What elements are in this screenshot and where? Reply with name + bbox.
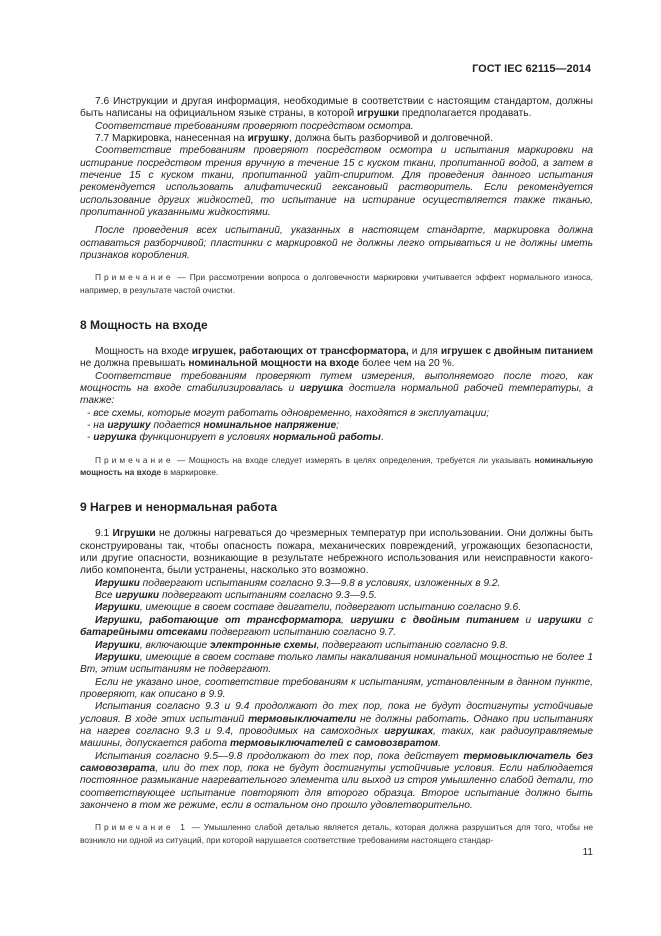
paragraph [80, 590, 593, 602]
emphasized-term: термовыключатель без самовозврата [80, 750, 594, 774]
emphasized-term: электронные схемы [210, 639, 317, 651]
page-number: 11 [582, 847, 593, 858]
emphasized-term: игрушки [357, 108, 400, 120]
emphasized-term: Игрушки [112, 528, 156, 540]
text-run: Если не указано иное, соответствие требованиям к испытаниям, установленным в данном пункте, проверяют, как описано в 9.9. [80, 676, 593, 700]
text-run: , имеющие в своем составе только лампы накаливания номинальной мощностью не более 1 Вт, этим испытаниям не подвергают. [80, 651, 593, 676]
text-run: , таких, как радиоуправляемые машины, допускается работа [80, 725, 593, 750]
text-run: — Мощность на входе следует измерять в целях определения, требуется ли указывать [173, 454, 535, 465]
paragraph [80, 528, 593, 577]
text-run: . [438, 738, 441, 750]
text-run: с [581, 614, 593, 626]
text-run: более чем на 20 %. [359, 358, 455, 370]
section-heading: 8 Мощность на входе [80, 318, 208, 333]
emphasized-term: игрушки с двойным питанием [350, 614, 519, 626]
text-run: — При рассмотрении вопроса о долговечности маркировки учитывается эффект нормального износа, например, в результате частой очистки. [80, 272, 593, 295]
text-run: Мощность на входе [95, 346, 192, 358]
note-label: Примечание [95, 454, 174, 465]
text-run: и для [408, 346, 441, 358]
emphasized-term: Игрушки [95, 639, 140, 651]
note-label: Примечание 1 [95, 822, 188, 833]
emphasized-term: игрушки [537, 614, 582, 626]
emphasized-term: игрушку [247, 133, 290, 145]
paragraph [80, 225, 593, 262]
text-run: - [87, 432, 94, 444]
text-run: Соответствие требованиям проверяют путем измерения, выполняемого после того, как мощность на входе стабилизировалась и [80, 370, 593, 395]
text-run: не должны работать. Однако при испытаниях на нагрев согласно 9.3 и 9.4, проводимых на самоходных [80, 713, 593, 737]
text-run: - на [87, 420, 108, 432]
text-run: подвергают испытанию согласно 9.7. [207, 627, 397, 639]
emphasized-term: номинальной мощности на входе [188, 358, 360, 370]
text-run: , должна быть разборчивой и долговечной. [289, 133, 493, 145]
text-run: - все схемы, которые могут работать одновременно, находятся в эксплуатации; [87, 407, 490, 419]
document-header-id: ГОСТ IEC 62115—2014 [472, 63, 591, 75]
list-item [80, 420, 593, 432]
text-run: 9.1 [95, 528, 113, 540]
text-run: функционирует в условиях [136, 432, 273, 444]
text-run: и [519, 614, 538, 626]
paragraph [80, 121, 593, 133]
text-run: подвергают испытаниям согласно 9.3—9.5. [159, 590, 377, 602]
emphasized-term: термовыключателей с самовозвратом [230, 738, 439, 750]
emphasized-term: номинальное напряжение [203, 420, 337, 432]
emphasized-term: Игрушки, работающие от трансформатора [95, 614, 341, 626]
text-run: Все [95, 590, 116, 602]
emphasized-term: игрушку [107, 420, 151, 432]
text-run: Соответствие требованиям проверяют посредством осмотра и испытания маркировки на истирание посредством трения вручную в течение 15 с куском ткани, пропитанной водой, а затем в течение 15 с куском ткани, пропитанной уайт-спиритом. Для проведения данного испытания рекомендуется использовать алифатический гексановый растворитель. Если рекомендуется использование других жидкостей, то испытание на истирание осуществляется также тканью, пропитанной указанными жидкостями. [80, 145, 593, 219]
emphasized-term: игрушек с двойным питанием [440, 346, 594, 358]
paragraph [80, 701, 593, 750]
text-run: 7.7 Маркировка, нанесенная на [95, 133, 248, 145]
text-run: достигла нормальной рабочей температуры, а также: [80, 383, 593, 407]
emphasized-term: номинальную мощность на входе [80, 454, 593, 478]
text-run: Испытания согласно 9.5—9.8 продолжают до тех пор, пока действует [95, 750, 464, 762]
emphasized-term: батарейными отсеками [80, 627, 208, 639]
paragraph [80, 133, 593, 145]
section-heading: 9 Нагрев и ненормальная работа [80, 500, 278, 515]
emphasized-term: Игрушки [95, 651, 140, 663]
emphasized-term: Игрушки [95, 602, 140, 614]
text-run: После проведения всех испытаний, указанных в настоящем стандарте, маркировка должна оставаться разборчивой; пластинки с маркировкой не должны легко отрываться и не должны иметь признаков коробления. [80, 225, 593, 262]
text-run: , подвергают испытанию согласно 9.8. [316, 639, 509, 651]
text-run: — Умышленно слабой деталью является деталь, которая должна разрушиться для того, чтобы не возникло ни одной из ситуаций, при которой нарушается соответствие требованиям настоящего стандар- [80, 822, 594, 845]
emphasized-term: игрушка [93, 432, 137, 444]
text-run: Испытания согласно 9.3 и 9.4 продолжают до тех пор, пока не будут достигнуты устойчивые условия. В ходе этих испытаний [80, 701, 593, 725]
text-run: не должна превышать [80, 358, 189, 370]
text-run: Соответствие требованиям проверяют посредством осмотра. [95, 120, 414, 132]
emphasized-term: игрушек, работающих от трансформатора, [191, 346, 409, 358]
paragraph [80, 652, 593, 677]
note-paragraph [80, 271, 593, 296]
note-paragraph [80, 454, 593, 479]
paragraph [80, 640, 593, 652]
text-run: . [380, 432, 384, 444]
paragraph [80, 751, 593, 813]
document-body [80, 96, 593, 846]
paragraph [80, 145, 593, 219]
text-run: , имеющие в своем составе двигатели, подвергают испытанию согласно 9.6. [139, 602, 522, 614]
emphasized-term: Игрушки [95, 577, 140, 589]
list-item [80, 408, 593, 420]
note-label: Примечание [95, 272, 174, 283]
text-run: в маркировке. [161, 467, 219, 478]
text-run: подается [150, 420, 204, 432]
paragraph [80, 677, 593, 702]
paragraph [80, 578, 593, 590]
paragraph [80, 615, 593, 640]
emphasized-term: игрушка [299, 383, 344, 395]
list-item [80, 432, 593, 444]
paragraph [80, 96, 593, 121]
text-run: предполагается продавать. [399, 108, 532, 120]
paragraph [80, 371, 593, 408]
emphasized-term: игрушки [115, 590, 160, 602]
paragraph [80, 346, 593, 371]
text-run: , [341, 614, 351, 626]
text-run: подвергают испытаниям согласно 9.3—9.8 в условиях, изложенных в 9.2. [139, 577, 501, 589]
paragraph [80, 602, 593, 614]
emphasized-term: нормальной работы [272, 432, 381, 444]
text-run: , включающие [139, 639, 211, 651]
emphasized-term: термовыключатели [248, 713, 357, 725]
text-run: 7.6 Инструкции и другая информация, необходимые в соответствии с настоящим стандартом, должны быть написаны на официальном языке страны, в которой [80, 96, 593, 120]
text-run: , или до тех пор, пока не будут достигнуты устойчивые условия. Если наблюдается постоянное размыкание нагревательного элемента или выход из строя умышленно слабой детали, то соответствующее испытание повторяют для второго образца. Второе испытание должно быть закончено в том же режиме, если в остальном оно прошло удовлетворительно. [80, 762, 593, 811]
text-run: не должны нагреваться до чрезмерных температур при использовании. Они должны быть сконструированы так, чтобы опасность пожара, механических повреждений, угрожающих безопасности, или другие опасности, возникающие в результате небрежного использования или неисправности какого-либо компонента, были устранены, насколько это возможно. [80, 528, 593, 577]
note-paragraph [80, 821, 593, 846]
text-run: ; [336, 420, 339, 432]
emphasized-term: игрушках [384, 725, 434, 737]
